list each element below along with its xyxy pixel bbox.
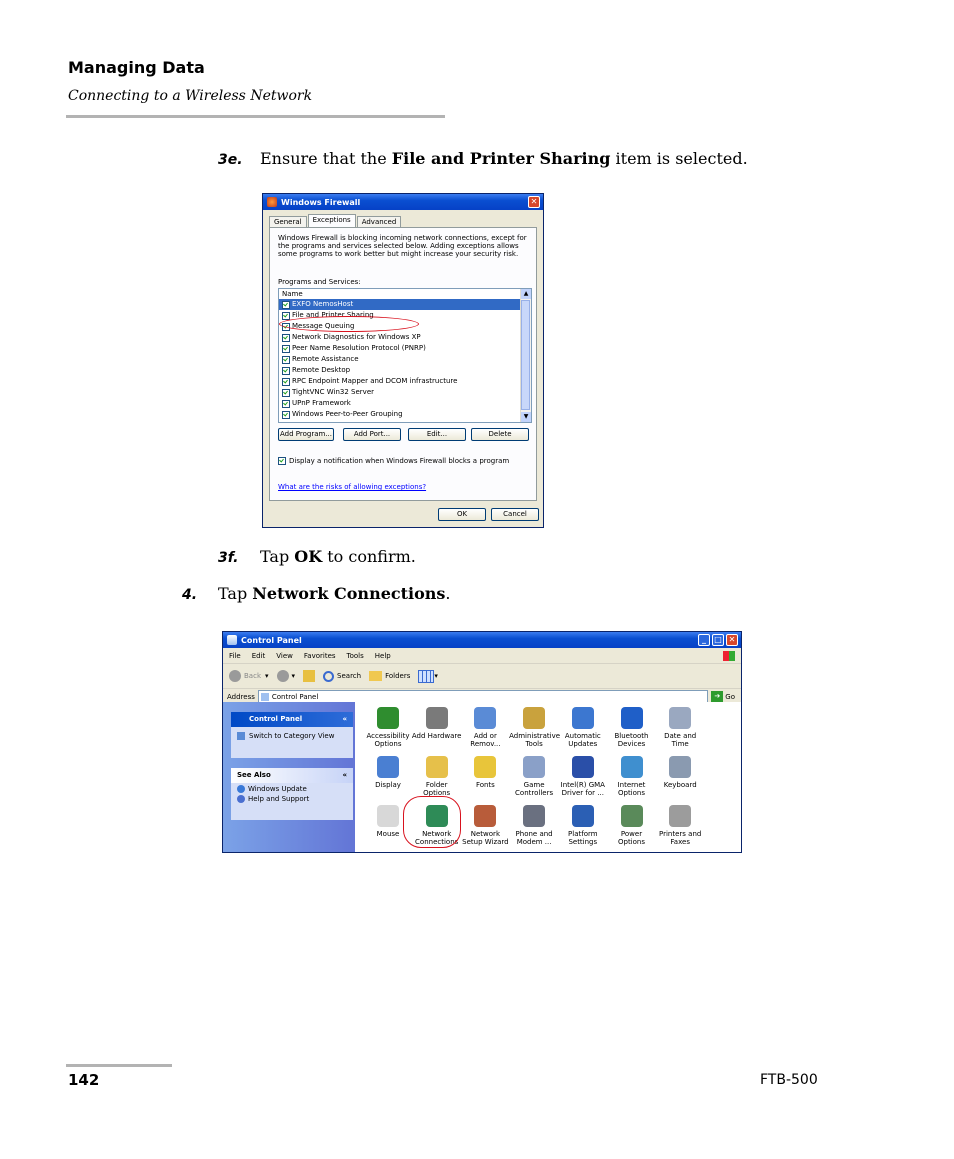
search-icon [323, 671, 334, 682]
delete-button[interactable]: Delete [471, 428, 529, 441]
cp-item-label: Display [375, 781, 401, 789]
cp-item-icon [377, 805, 399, 827]
cp-item-icon [523, 756, 545, 778]
step-text-end: to confirm. [322, 547, 416, 566]
scroll-down-icon[interactable]: ▼ [521, 412, 531, 422]
footer-rule [66, 1064, 172, 1067]
cp-item-icon [572, 805, 594, 827]
back-button[interactable] [229, 670, 269, 682]
cp-item-icon [669, 805, 691, 827]
cp-item-label: Bluetooth Devices [614, 732, 649, 748]
list-item[interactable] [279, 398, 531, 409]
menu-favorites[interactable]: Favorites [303, 651, 336, 660]
list-item-label: Remote Desktop [292, 366, 351, 374]
see-also-header[interactable] [231, 768, 353, 783]
maximize-icon[interactable]: □ [712, 634, 724, 646]
cp-item-label: Phone and Modem ... [515, 830, 553, 846]
category-view-icon [237, 732, 245, 740]
up-folder-icon [303, 670, 315, 682]
cp-item-network-setup-wizard[interactable] [460, 805, 510, 846]
step-number: 3e. [218, 152, 243, 168]
step-text-end: . [445, 584, 451, 603]
box-title: Control Panel [249, 715, 303, 723]
cp-item-platform-settings[interactable] [558, 805, 608, 846]
step-3f [218, 547, 416, 566]
menu-help[interactable]: Help [374, 651, 391, 660]
link-label: Windows Update [248, 785, 307, 793]
step-number: 4. [182, 587, 198, 603]
cp-item-icon [621, 805, 643, 827]
cp-item-label: Administrative Tools [509, 732, 561, 748]
cp-item-date-and-time[interactable] [655, 707, 705, 748]
highlight-circle [279, 316, 419, 332]
list-scrollbar[interactable] [520, 289, 531, 422]
product-name: FTB-500 [760, 1072, 818, 1088]
go-button[interactable]: Go [725, 692, 735, 701]
list-item[interactable] [279, 376, 531, 387]
cp-item-icon [523, 707, 545, 729]
list-item-label: TightVNC Win32 Server [292, 388, 375, 396]
list-item-label: EXFO NemosHost [292, 300, 354, 308]
list-item-label: Peer Name Resolution Protocol (PNRP) [292, 344, 426, 352]
firewall-icon [267, 197, 277, 207]
address-label: Address [227, 692, 255, 701]
list-item[interactable] [279, 343, 531, 354]
cp-item-icon [621, 707, 643, 729]
firewall-description: Windows Firewall is blocking incoming network connections, except for the programs and services selected below. Adding exceptions allows some programs to work better but might increase your security risk. [278, 234, 527, 258]
cp-item-power-options[interactable] [607, 805, 657, 846]
cp-item-label: Network Setup Wizard [462, 830, 509, 846]
programs-label: Programs and Services: [278, 278, 361, 286]
link-label: Help and Support [248, 795, 310, 803]
cp-item-phone-and-modem[interactable] [509, 805, 559, 846]
dialog-titlebar [263, 194, 543, 210]
minimize-icon[interactable]: _ [698, 634, 710, 646]
list-item-label: File and Printer Sharing [292, 311, 374, 319]
cp-item-bluetooth-devices[interactable] [607, 707, 657, 748]
forward-arrow-icon [277, 670, 289, 682]
cp-item-internet-options[interactable] [607, 756, 657, 797]
step-bold: File and Printer Sharing [391, 149, 611, 168]
step-bold: Network Connections [252, 584, 446, 603]
list-item-label: UPnP Framework [292, 399, 351, 407]
control-panel-icon [227, 635, 237, 645]
window-titlebar [223, 632, 741, 648]
up-folder-button[interactable] [303, 670, 315, 682]
step-text: Tap [218, 584, 253, 603]
help-icon [237, 795, 245, 803]
cp-item-label: Network Connections [415, 830, 459, 846]
cp-item-label: Intel(R) GMA Driver for ... [560, 781, 605, 797]
programs-list[interactable] [278, 288, 532, 423]
cancel-button[interactable]: Cancel [491, 508, 539, 521]
list-item-label: Remote Assistance [292, 355, 359, 363]
cp-item-label: Game Controllers [515, 781, 554, 797]
list-item[interactable] [279, 387, 531, 398]
address-value: Control Panel [271, 692, 319, 701]
control-panel-box-header[interactable] [231, 712, 353, 727]
back-arrow-icon [229, 670, 241, 682]
step-number: 3f. [218, 550, 239, 566]
exceptions-panel [269, 227, 537, 501]
add-program-button[interactable]: Add Program... [278, 428, 334, 441]
step-text-end: item is selected. [610, 149, 748, 168]
help-support-link[interactable] [231, 795, 353, 805]
cp-item-label: Printers and Faxes [659, 830, 702, 846]
cp-item-icon [474, 805, 496, 827]
menu-edit[interactable]: Edit [251, 651, 266, 660]
highlight-circle [403, 796, 461, 848]
list-item-label: Windows Peer-to-Peer Grouping [292, 410, 403, 418]
menu-tools[interactable]: Tools [346, 651, 364, 660]
cp-item-icon [377, 756, 399, 778]
close-icon[interactable]: ✕ [528, 196, 540, 208]
views-button[interactable] [418, 670, 438, 683]
checkbox-checked-icon[interactable] [282, 301, 290, 309]
cp-item-game-controllers[interactable] [509, 756, 559, 797]
list-item[interactable] [279, 332, 531, 343]
cp-item-icon [523, 805, 545, 827]
tab-advanced[interactable]: Advanced [357, 216, 402, 228]
collapse-icon[interactable]: « [342, 715, 347, 723]
step-4 [182, 584, 451, 603]
cp-item-automatic-updates[interactable] [558, 707, 608, 748]
notify-option[interactable] [278, 457, 509, 465]
cp-item-accessibility-options[interactable] [363, 707, 413, 748]
menu-bar [223, 648, 741, 664]
checkbox-checked-icon[interactable] [282, 411, 290, 419]
see-also-title: See Also [237, 771, 271, 779]
cp-item-icon [669, 756, 691, 778]
cp-item-icon [572, 756, 594, 778]
window-title: Control Panel [241, 635, 302, 645]
step-text: Tap [260, 547, 295, 566]
chevron-down-icon: ▾ [291, 672, 296, 680]
views-icon [418, 670, 434, 683]
control-panel-window [222, 631, 742, 853]
checkbox-checked-icon[interactable] [278, 457, 286, 465]
cp-item-icon [377, 707, 399, 729]
cp-item-folder-options[interactable] [412, 756, 462, 797]
switch-category-link[interactable] [231, 730, 353, 742]
windows-logo-icon [723, 651, 735, 661]
cp-item-icon [621, 756, 643, 778]
cp-item-label: Add or Remov... [470, 732, 501, 748]
cp-item-icon [474, 707, 496, 729]
step-text: Ensure that the [260, 149, 392, 168]
switch-link-label: Switch to Category View [249, 732, 335, 740]
chevron-down-icon: ▾ [265, 672, 269, 680]
task-pane [223, 702, 355, 853]
section-subtitle: Connecting to a Wireless Network [68, 88, 313, 104]
section-title: Managing Data [68, 58, 205, 77]
checkbox-checked-icon[interactable] [282, 367, 290, 375]
windows-update-icon [237, 785, 245, 793]
notify-label: Display a notification when Windows Firewall blocks a program [289, 457, 510, 465]
windows-firewall-dialog [262, 193, 544, 528]
search-button[interactable] [323, 671, 361, 682]
cp-item-icon [669, 707, 691, 729]
edit-button[interactable]: Edit... [408, 428, 466, 441]
checkbox-checked-icon[interactable] [282, 400, 290, 408]
dialog-title: Windows Firewall [281, 197, 361, 207]
list-item[interactable] [279, 354, 531, 365]
step-bold: OK [294, 547, 323, 566]
cp-item-label: Platform Settings [568, 830, 598, 846]
list-item[interactable] [279, 299, 531, 310]
header-rule [66, 115, 445, 118]
checkbox-checked-icon[interactable] [282, 356, 290, 364]
cp-item-printers-and-faxes[interactable] [655, 805, 705, 846]
cp-item-administrative-tools[interactable] [509, 707, 559, 748]
cp-item-intel-r-gma-driver-for[interactable] [558, 756, 608, 797]
cp-item-display[interactable] [363, 756, 413, 789]
cp-item-icon [426, 707, 448, 729]
checkbox-checked-icon[interactable] [282, 334, 290, 342]
menu-view[interactable]: View [276, 651, 293, 660]
folders-label: Folders [385, 672, 411, 680]
risks-link[interactable]: What are the risks of allowing exceptions? [278, 483, 427, 491]
toolbar [223, 664, 741, 689]
cp-item-label: Automatic Updates [564, 732, 601, 748]
list-item-label: Network Diagnostics for Windows XP [292, 333, 421, 341]
cp-item-label: Power Options [617, 830, 645, 846]
add-port-button[interactable]: Add Port... [343, 428, 401, 441]
control-panel-box [231, 712, 353, 758]
ok-button[interactable]: OK [438, 508, 486, 521]
scroll-up-icon[interactable]: ▲ [521, 289, 531, 299]
search-label: Search [337, 672, 362, 680]
cp-item-fonts[interactable] [460, 756, 510, 789]
menu-file[interactable]: File [229, 651, 241, 660]
back-label: Back [244, 672, 261, 680]
checkbox-checked-icon[interactable] [282, 389, 290, 397]
content-area [223, 702, 742, 853]
folders-button[interactable] [369, 671, 410, 681]
cp-item-icon [474, 756, 496, 778]
go-arrow-icon[interactable]: ➔ [711, 691, 723, 702]
column-header-name[interactable]: Name [282, 290, 303, 298]
cp-item-label: Accessibility Options [366, 732, 410, 748]
cp-item-label: Date and Time [664, 732, 697, 748]
cp-item-label: Internet Options [617, 781, 646, 797]
cp-item-label: Fonts [475, 781, 495, 789]
list-item[interactable] [279, 365, 531, 376]
forward-button[interactable] [277, 670, 296, 682]
tab-exceptions[interactable]: Exceptions [308, 214, 356, 228]
list-item-label: Message Queuing [292, 322, 355, 330]
cp-item-keyboard[interactable] [655, 756, 705, 789]
cp-item-label: Keyboard [663, 781, 697, 789]
checkbox-checked-icon[interactable] [282, 378, 290, 386]
cp-item-icon [572, 707, 594, 729]
chevron-down-icon: ▾ [434, 672, 438, 680]
cp-item-add-or-remov[interactable] [460, 707, 510, 748]
cp-item-label: Mouse [376, 830, 400, 838]
cp-item-add-hardware[interactable] [412, 707, 462, 740]
close-icon[interactable]: ✕ [726, 634, 738, 646]
cp-item-label: Add Hardware [411, 732, 462, 740]
tab-general[interactable]: General [269, 216, 307, 228]
step-3e [218, 149, 748, 168]
list-item[interactable] [279, 409, 531, 420]
folders-icon [369, 671, 382, 681]
cp-item-label: Folder Options [423, 781, 451, 797]
page-number: 142 [68, 1071, 100, 1089]
list-item-label: RPC Endpoint Mapper and DCOM infrastructure [292, 377, 458, 385]
control-panel-icon [261, 693, 269, 701]
cp-item-icon [426, 756, 448, 778]
collapse-icon[interactable]: « [342, 771, 347, 779]
see-also-box [231, 768, 353, 820]
checkbox-checked-icon[interactable] [282, 312, 290, 320]
windows-update-link[interactable] [231, 783, 353, 795]
checkbox-checked-icon[interactable] [282, 345, 290, 353]
scroll-thumb[interactable] [521, 300, 530, 410]
